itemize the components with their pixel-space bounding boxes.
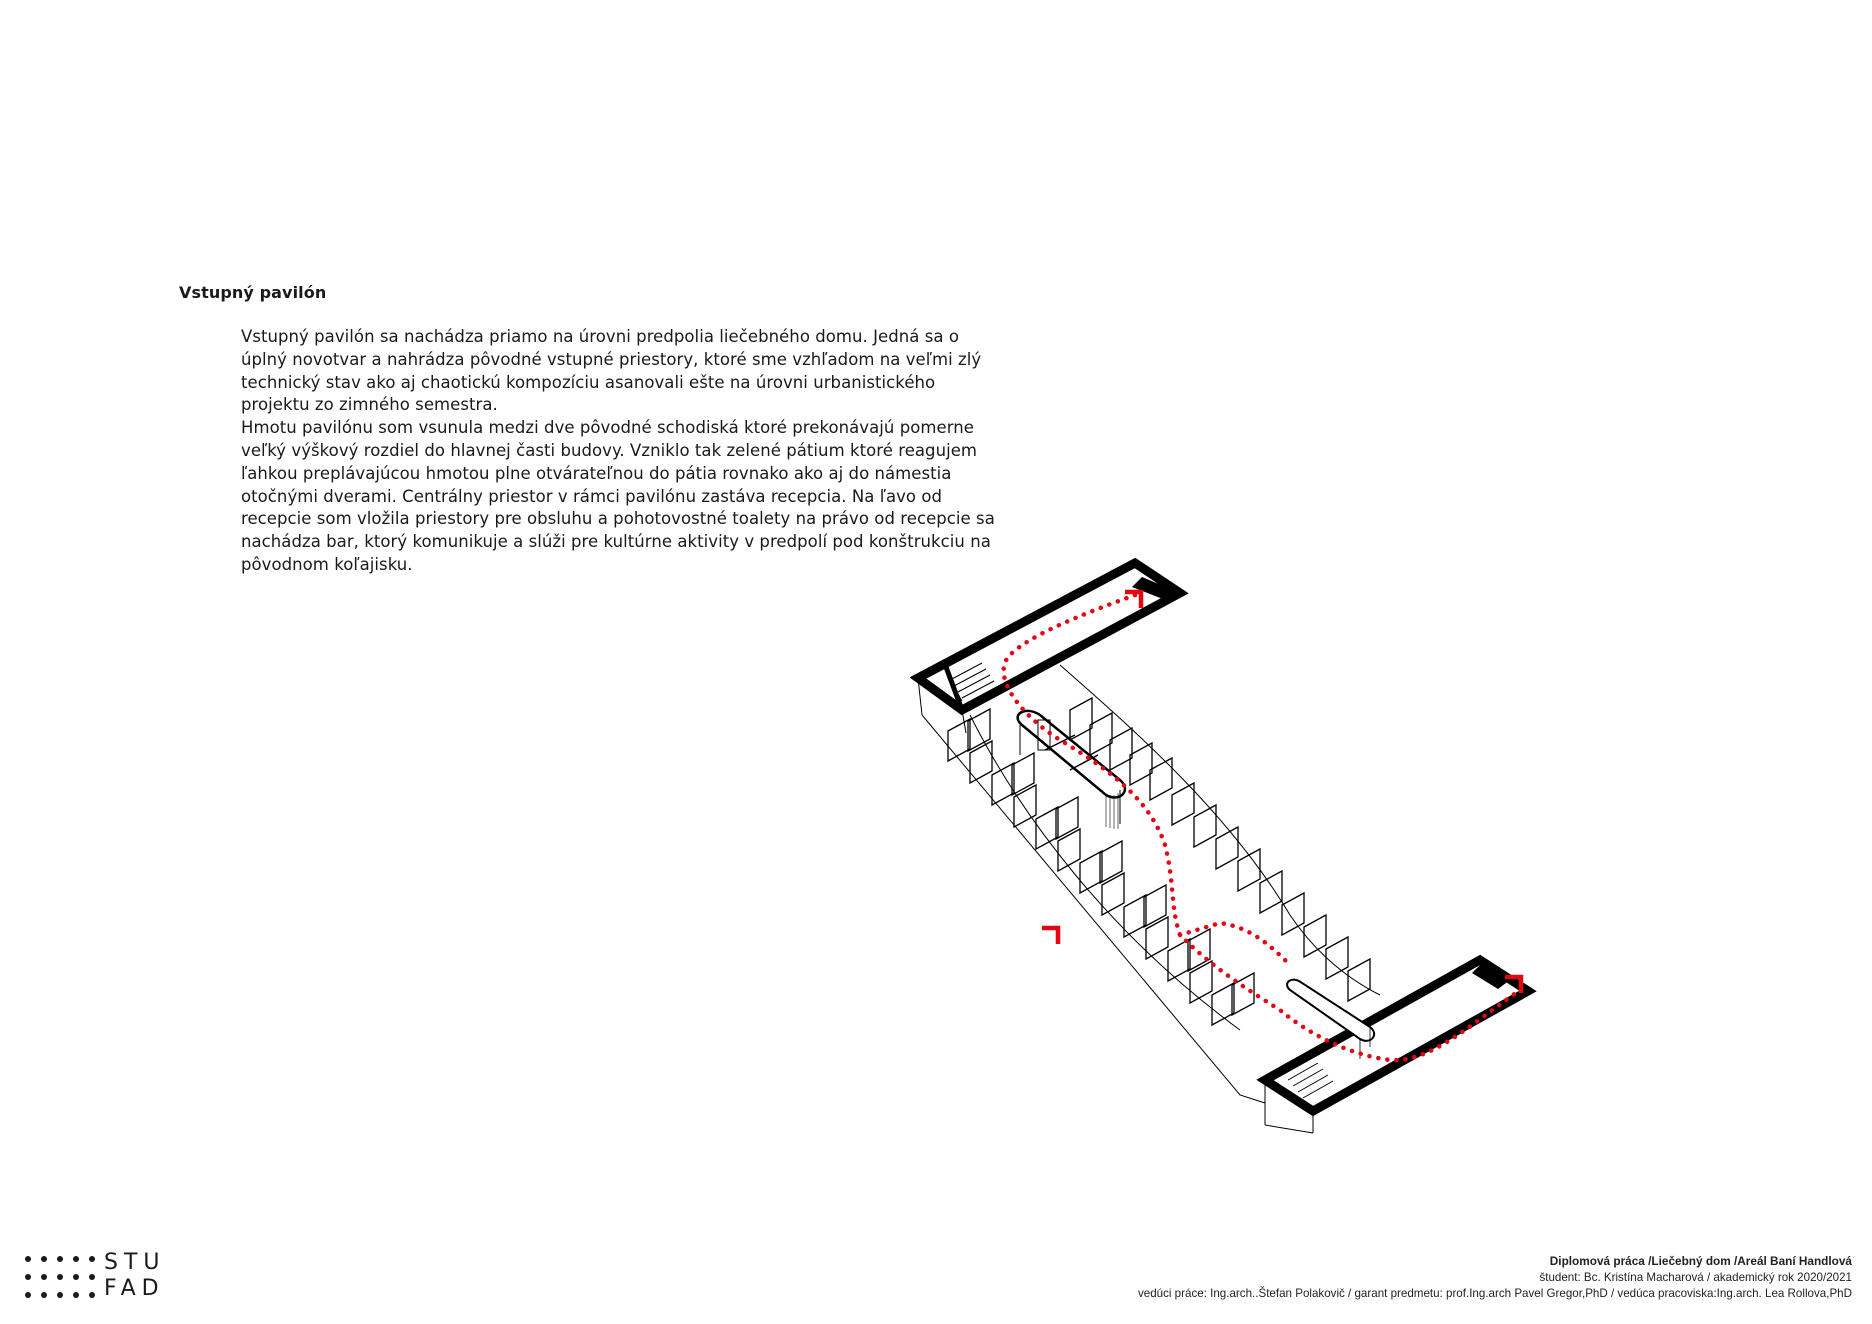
logo-text [104,1250,166,1302]
paragraph-2: Hmotu pavilónu som vsunula medzi dve pôvodné schodiská ktoré prekonávajú pomerne veľký výškový rozdiel do hlavnej časti budovy. Vzniklo tak zelené pátium ktoré reagujem ľahkou preplávajúcou hmotou plne otvárateľnou do pátia rovnako ako aj do námestia otočnými dverami. Centrálny priestor v rámci pavilónu zastáva recepcia. Na ľavo od recepcie som vložila priestory pre obsluhu a pohotovostné toalety na právo od recepcie sa nachádza bar, ktorý komunikuje a slúži pre kultúrne aktivity v predpolí pod konštrukciu na pôvodnom koľajisku. [241,418,995,574]
paragraph-1: Vstupný pavilón sa nachádza priamo na úrovni predpolia liečebného domu. Jedná sa o úplný novotvar a nahrádza pôvodné vstupné priestory, ktoré sme vzhľadom na veľmi zlý technický stav ako aj chaotickú kompozíciu asanovali ešte na úrovni urbanistického projektu zo zimného semestra. [241,327,982,415]
section-title: Vstupný pavilón [179,283,327,302]
pavilion-outline [922,665,1380,1103]
footer-student: študent: Bc. Kristína Macharová / akademický rok 2020/2021 [1539,1270,1852,1284]
axonometric-drawing [910,555,1610,1135]
body-text [179,326,1009,577]
upper-stair-block [918,563,1180,733]
footer-supervisors: vedúci práce: Ing.arch..Štefan Polakovič / garant predmetu: prof.Ing.arch Pavel Gregor,PhD / vedúca pracoviska:Ing.arch. Lea Rollova,PhD [1137,1287,1852,1300]
door-panels-left [948,709,1254,1025]
footer [1138,1253,1852,1303]
logo-line-stu: STU [104,1250,166,1275]
door-panels-right [1070,698,1370,1001]
footer-title: Diplomová práca /Liečebný dom /Areál Baní Handlová [1549,1254,1852,1268]
logo-line-fad: FAD [104,1276,165,1301]
